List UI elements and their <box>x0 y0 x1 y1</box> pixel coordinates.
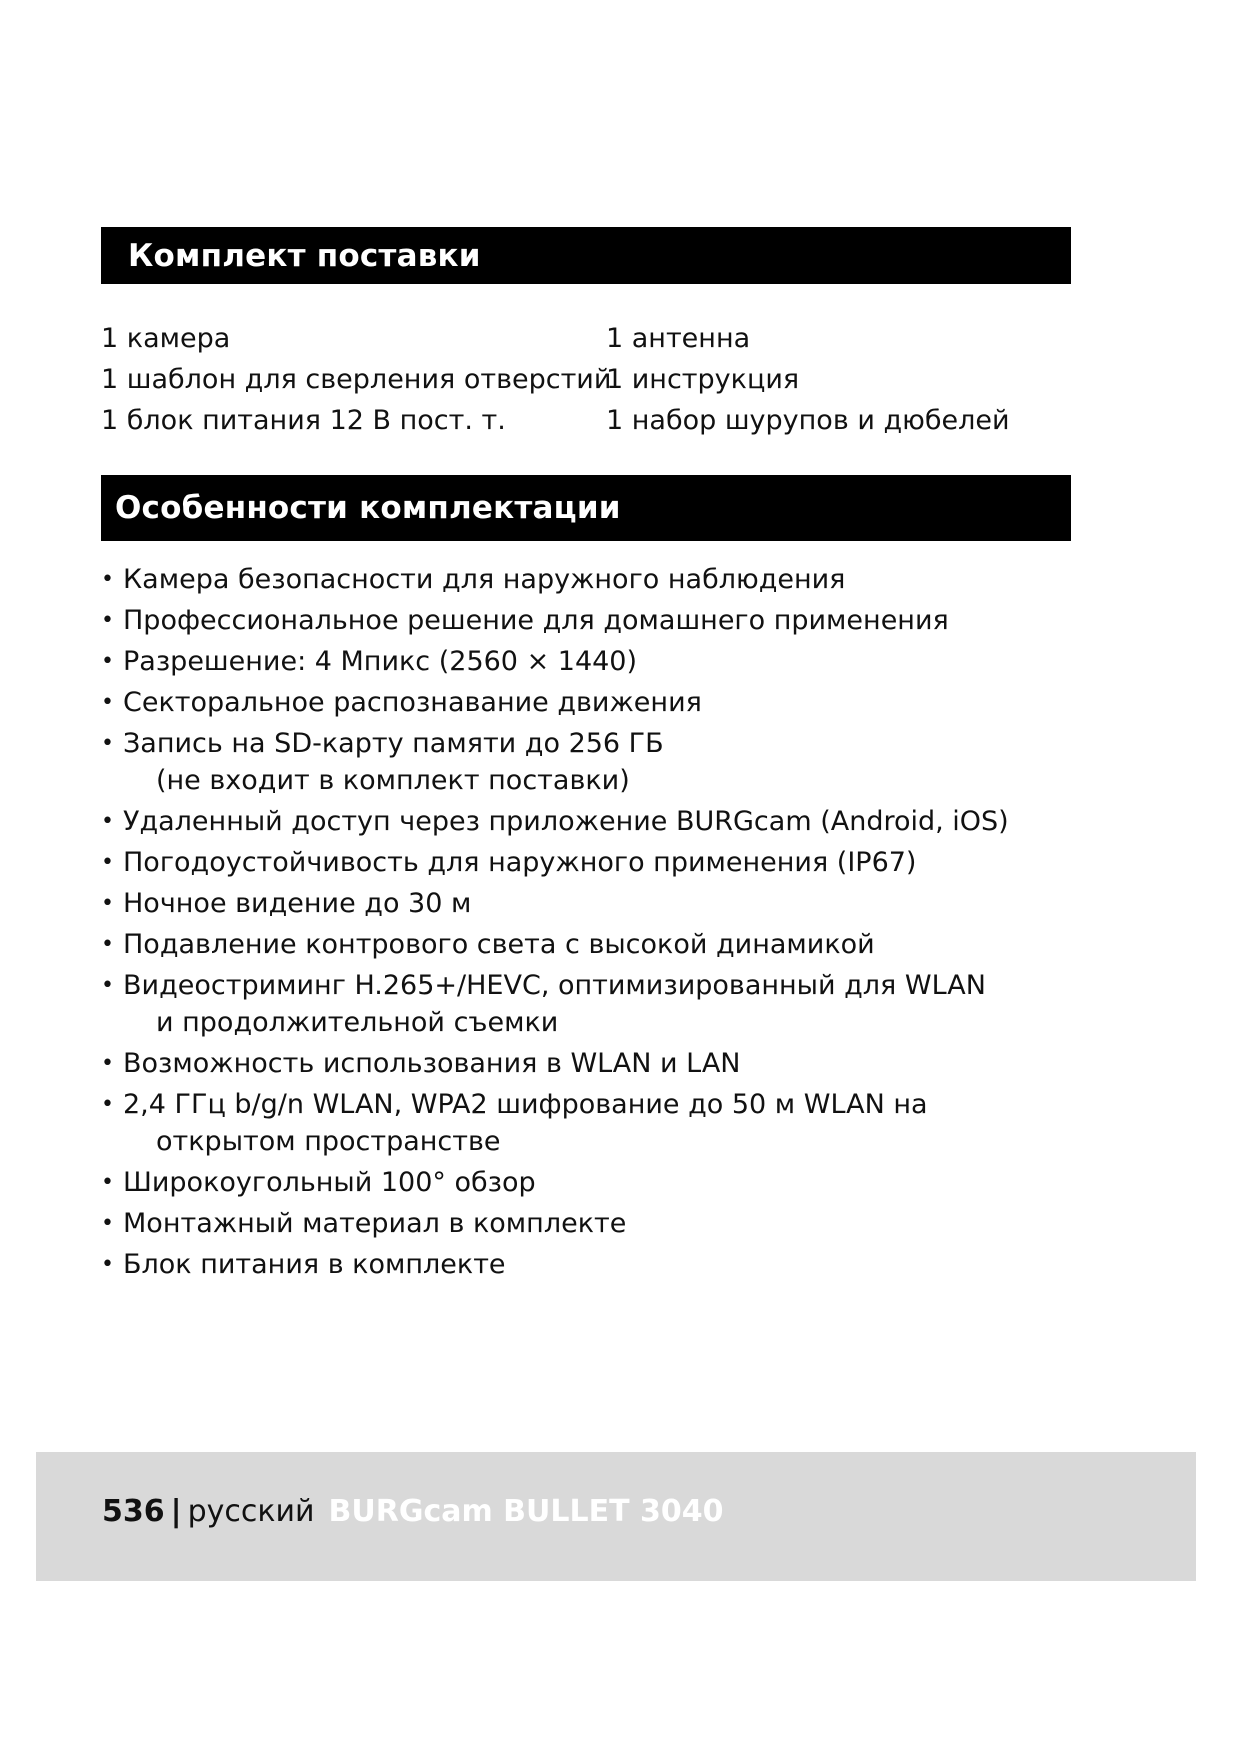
feature-text-continuation: открытом пространстве <box>156 1126 501 1157</box>
feature-text: Запись на SD-карту памяти до 256 ГБ <box>123 728 664 759</box>
page-footer <box>36 1452 1196 1581</box>
section-heading-features <box>101 475 1071 541</box>
bullet-icon: • <box>101 850 114 875</box>
feature-item <box>101 725 1071 799</box>
bullet-icon: • <box>101 1211 114 1236</box>
feature-text: Разрешение: 4 Мпикс (2560 × 1440) <box>123 646 638 677</box>
feature-item <box>101 1164 1071 1201</box>
feature-text: Камера безопасности для наружного наблюдения <box>123 564 846 595</box>
bullet-icon: • <box>101 932 114 957</box>
feature-text: Видеостриминг H.265+/HEVC, оптимизированный для WLAN <box>123 970 986 1001</box>
feature-item <box>101 967 1071 1041</box>
feature-item <box>101 561 1071 598</box>
feature-text: Блок питания в комплекте <box>123 1249 506 1280</box>
section-heading-kit <box>101 227 1071 284</box>
feature-item <box>101 844 1071 881</box>
bullet-icon: • <box>101 567 114 592</box>
bullet-icon: • <box>101 973 114 998</box>
feature-text: Секторальное распознавание движения <box>123 687 702 718</box>
features-list <box>101 561 1071 1287</box>
footer-separator: | <box>170 1494 182 1529</box>
feature-item <box>101 803 1071 840</box>
feature-item <box>101 1045 1071 1082</box>
feature-item <box>101 1086 1071 1160</box>
feature-text-continuation: (не входит в комплект поставки) <box>156 765 630 796</box>
feature-item <box>101 1205 1071 1242</box>
feature-text-continuation: и продолжительной съемки <box>156 1007 559 1038</box>
kit-item: 1 блок питания 12 В пост. т. <box>101 405 506 436</box>
feature-text: Ночное видение до 30 м <box>123 888 472 919</box>
feature-item <box>101 926 1071 963</box>
feature-text: 2,4 ГГц b/g/n WLAN, WPA2 шифрование до 50 м WLAN на <box>123 1089 928 1120</box>
bullet-icon: • <box>101 608 114 633</box>
feature-text: Возможность использования в WLAN и LAN <box>123 1048 741 1079</box>
bullet-icon: • <box>101 649 114 674</box>
feature-text: Монтажный материал в комплекте <box>123 1208 627 1239</box>
bullet-icon: • <box>101 731 114 756</box>
page-number: 536 <box>102 1494 165 1529</box>
bullet-icon: • <box>101 690 114 715</box>
feature-text: Погодоустойчивость для наружного применения (IP67) <box>123 847 917 878</box>
footer-product-name: BURGcam BULLET 3040 <box>328 1494 724 1529</box>
footer-line <box>102 1494 724 1529</box>
kit-item: 1 набор шурупов и дюбелей <box>606 405 1010 436</box>
section-heading-kit-text: Комплект поставки <box>128 237 481 274</box>
feature-text: Широкоугольный 100° обзор <box>123 1167 536 1198</box>
feature-item <box>101 684 1071 721</box>
kit-item: 1 шаблон для сверления отверстий <box>101 364 612 395</box>
bullet-icon: • <box>101 809 114 834</box>
kit-column-right <box>606 318 1010 441</box>
feature-text: Подавление контрового света с высокой динамикой <box>123 929 875 960</box>
feature-text: Профессиональное решение для домашнего применения <box>123 605 949 636</box>
bullet-icon: • <box>101 1051 114 1076</box>
footer-language: русский <box>187 1494 315 1529</box>
feature-item <box>101 602 1071 639</box>
bullet-icon: • <box>101 1092 114 1117</box>
kit-item: 1 инструкция <box>606 364 800 395</box>
feature-item <box>101 885 1071 922</box>
feature-item <box>101 643 1071 680</box>
bullet-icon: • <box>101 1252 114 1277</box>
feature-text: Удаленный доступ через приложение BURGcam (Android, iOS) <box>123 806 1009 837</box>
kit-column-left <box>101 318 611 441</box>
kit-item: 1 камера <box>101 323 231 354</box>
bullet-icon: • <box>101 1170 114 1195</box>
kit-item: 1 антенна <box>606 323 751 354</box>
bullet-icon: • <box>101 891 114 916</box>
section-heading-features-text: Особенности комплектации <box>115 490 621 526</box>
feature-item <box>101 1246 1071 1283</box>
